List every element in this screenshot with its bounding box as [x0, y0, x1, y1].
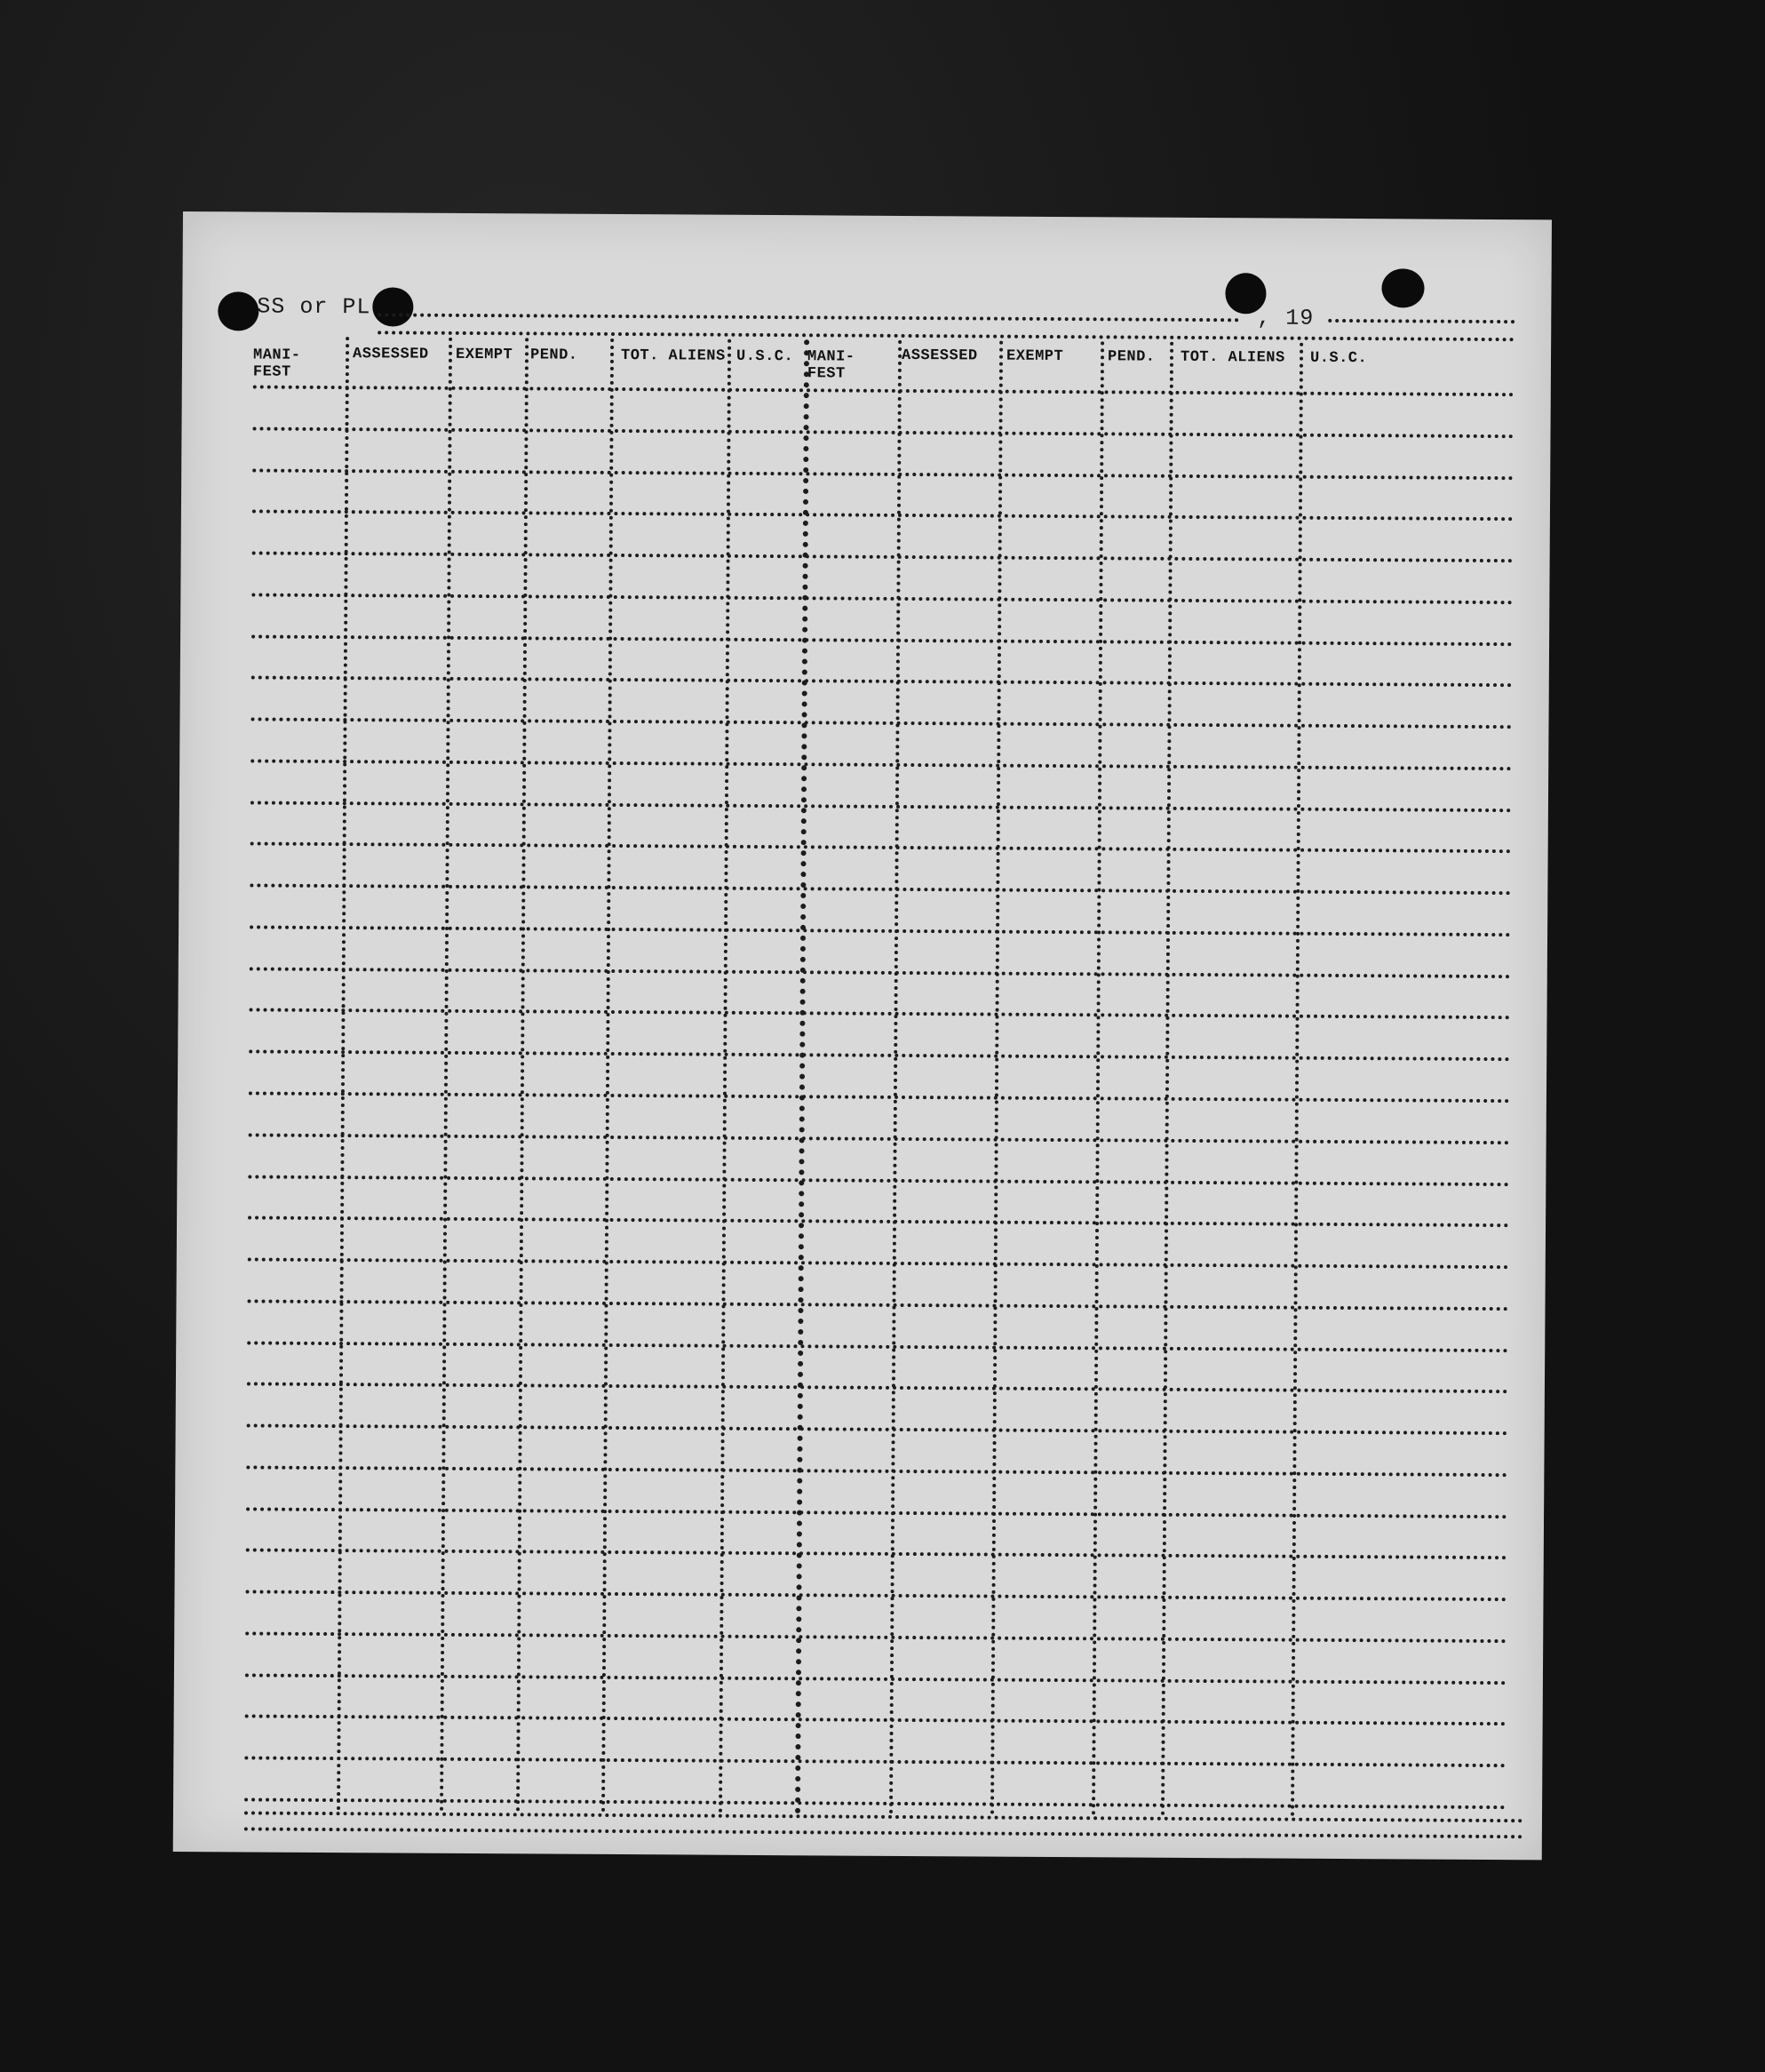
- col-label-manifest-right: MANI- FEST: [807, 348, 855, 383]
- col-label-exempt-left: EXEMPT: [455, 346, 513, 364]
- col-label-total-aliens-right: TOT. ALIENS: [1180, 348, 1285, 367]
- grid-row-line: [245, 1673, 1507, 1685]
- punch-hole-left: [218, 291, 258, 331]
- grid-bottom-rule: [244, 1811, 1523, 1822]
- grid-row-line: [250, 717, 1512, 729]
- grid-row-line: [251, 634, 1513, 646]
- col-label-pend-right: PEND.: [1107, 348, 1156, 366]
- grid-row-line: [252, 551, 1514, 562]
- col-label-usc-left: U.S.C.: [735, 347, 794, 366]
- grid-row-line: [250, 967, 1511, 978]
- grid-row-line: [250, 759, 1512, 770]
- grid-row-line: [250, 925, 1511, 936]
- grid-bottom-rule: [244, 1827, 1523, 1838]
- grid-row-line: [246, 1507, 1507, 1518]
- grid-row-line: [249, 1091, 1510, 1103]
- col-label-total-aliens-left: TOT. ALIENS: [620, 347, 726, 365]
- col-label-usc-right: U.S.C.: [1309, 349, 1368, 368]
- grid-row-line: [245, 1590, 1507, 1601]
- grid-row-line: [250, 801, 1512, 812]
- grid-row-line: [250, 841, 1512, 853]
- header-rule: [378, 331, 1515, 341]
- grid-row-line: [252, 426, 1514, 438]
- col-label-assessed-left: ASSESSED: [352, 346, 429, 363]
- grid-row-line: [246, 1465, 1507, 1477]
- header-fill-line-2: [1328, 319, 1515, 323]
- header-fill-line: [378, 313, 1239, 322]
- grid-row-line: [250, 1008, 1511, 1019]
- grid-row-line: [247, 1382, 1508, 1393]
- grid-row-line: [249, 1133, 1510, 1144]
- grid-row-line: [247, 1299, 1508, 1311]
- grid-row-line: [247, 1423, 1508, 1435]
- col-label-pend-left: PEND.: [529, 347, 578, 364]
- grid-row-line: [252, 509, 1514, 521]
- grid-row-line: [244, 1756, 1506, 1767]
- punch-hole-right-2: [1381, 268, 1424, 307]
- grid-row-line: [253, 385, 1515, 396]
- class-label: SS or PL: [257, 293, 371, 321]
- grid-row-line: [244, 1797, 1506, 1809]
- grid-row-line: [251, 593, 1513, 604]
- grid-row-line: [251, 675, 1513, 687]
- grid-row-line: [252, 468, 1514, 480]
- grid-row-line: [248, 1215, 1509, 1227]
- grid-row-line: [248, 1257, 1509, 1269]
- col-label-assessed-right: ASSESSED: [901, 347, 978, 365]
- col-label-exempt-right: EXEMPT: [1006, 347, 1064, 366]
- grid-row-line: [247, 1341, 1508, 1352]
- grid-row-line: [246, 1548, 1507, 1559]
- grid-row-line: [245, 1631, 1507, 1643]
- grid-row-line: [249, 1049, 1510, 1061]
- grid-row-line: [245, 1714, 1507, 1725]
- grid-row-line: [248, 1175, 1509, 1186]
- punch-hole-left-2: [372, 287, 413, 326]
- col-label-manifest-left: MANI- FEST: [252, 347, 301, 381]
- year-prefix: , 19: [1257, 305, 1315, 331]
- form-sheet: [173, 211, 1552, 1860]
- grid-row-line: [250, 883, 1511, 895]
